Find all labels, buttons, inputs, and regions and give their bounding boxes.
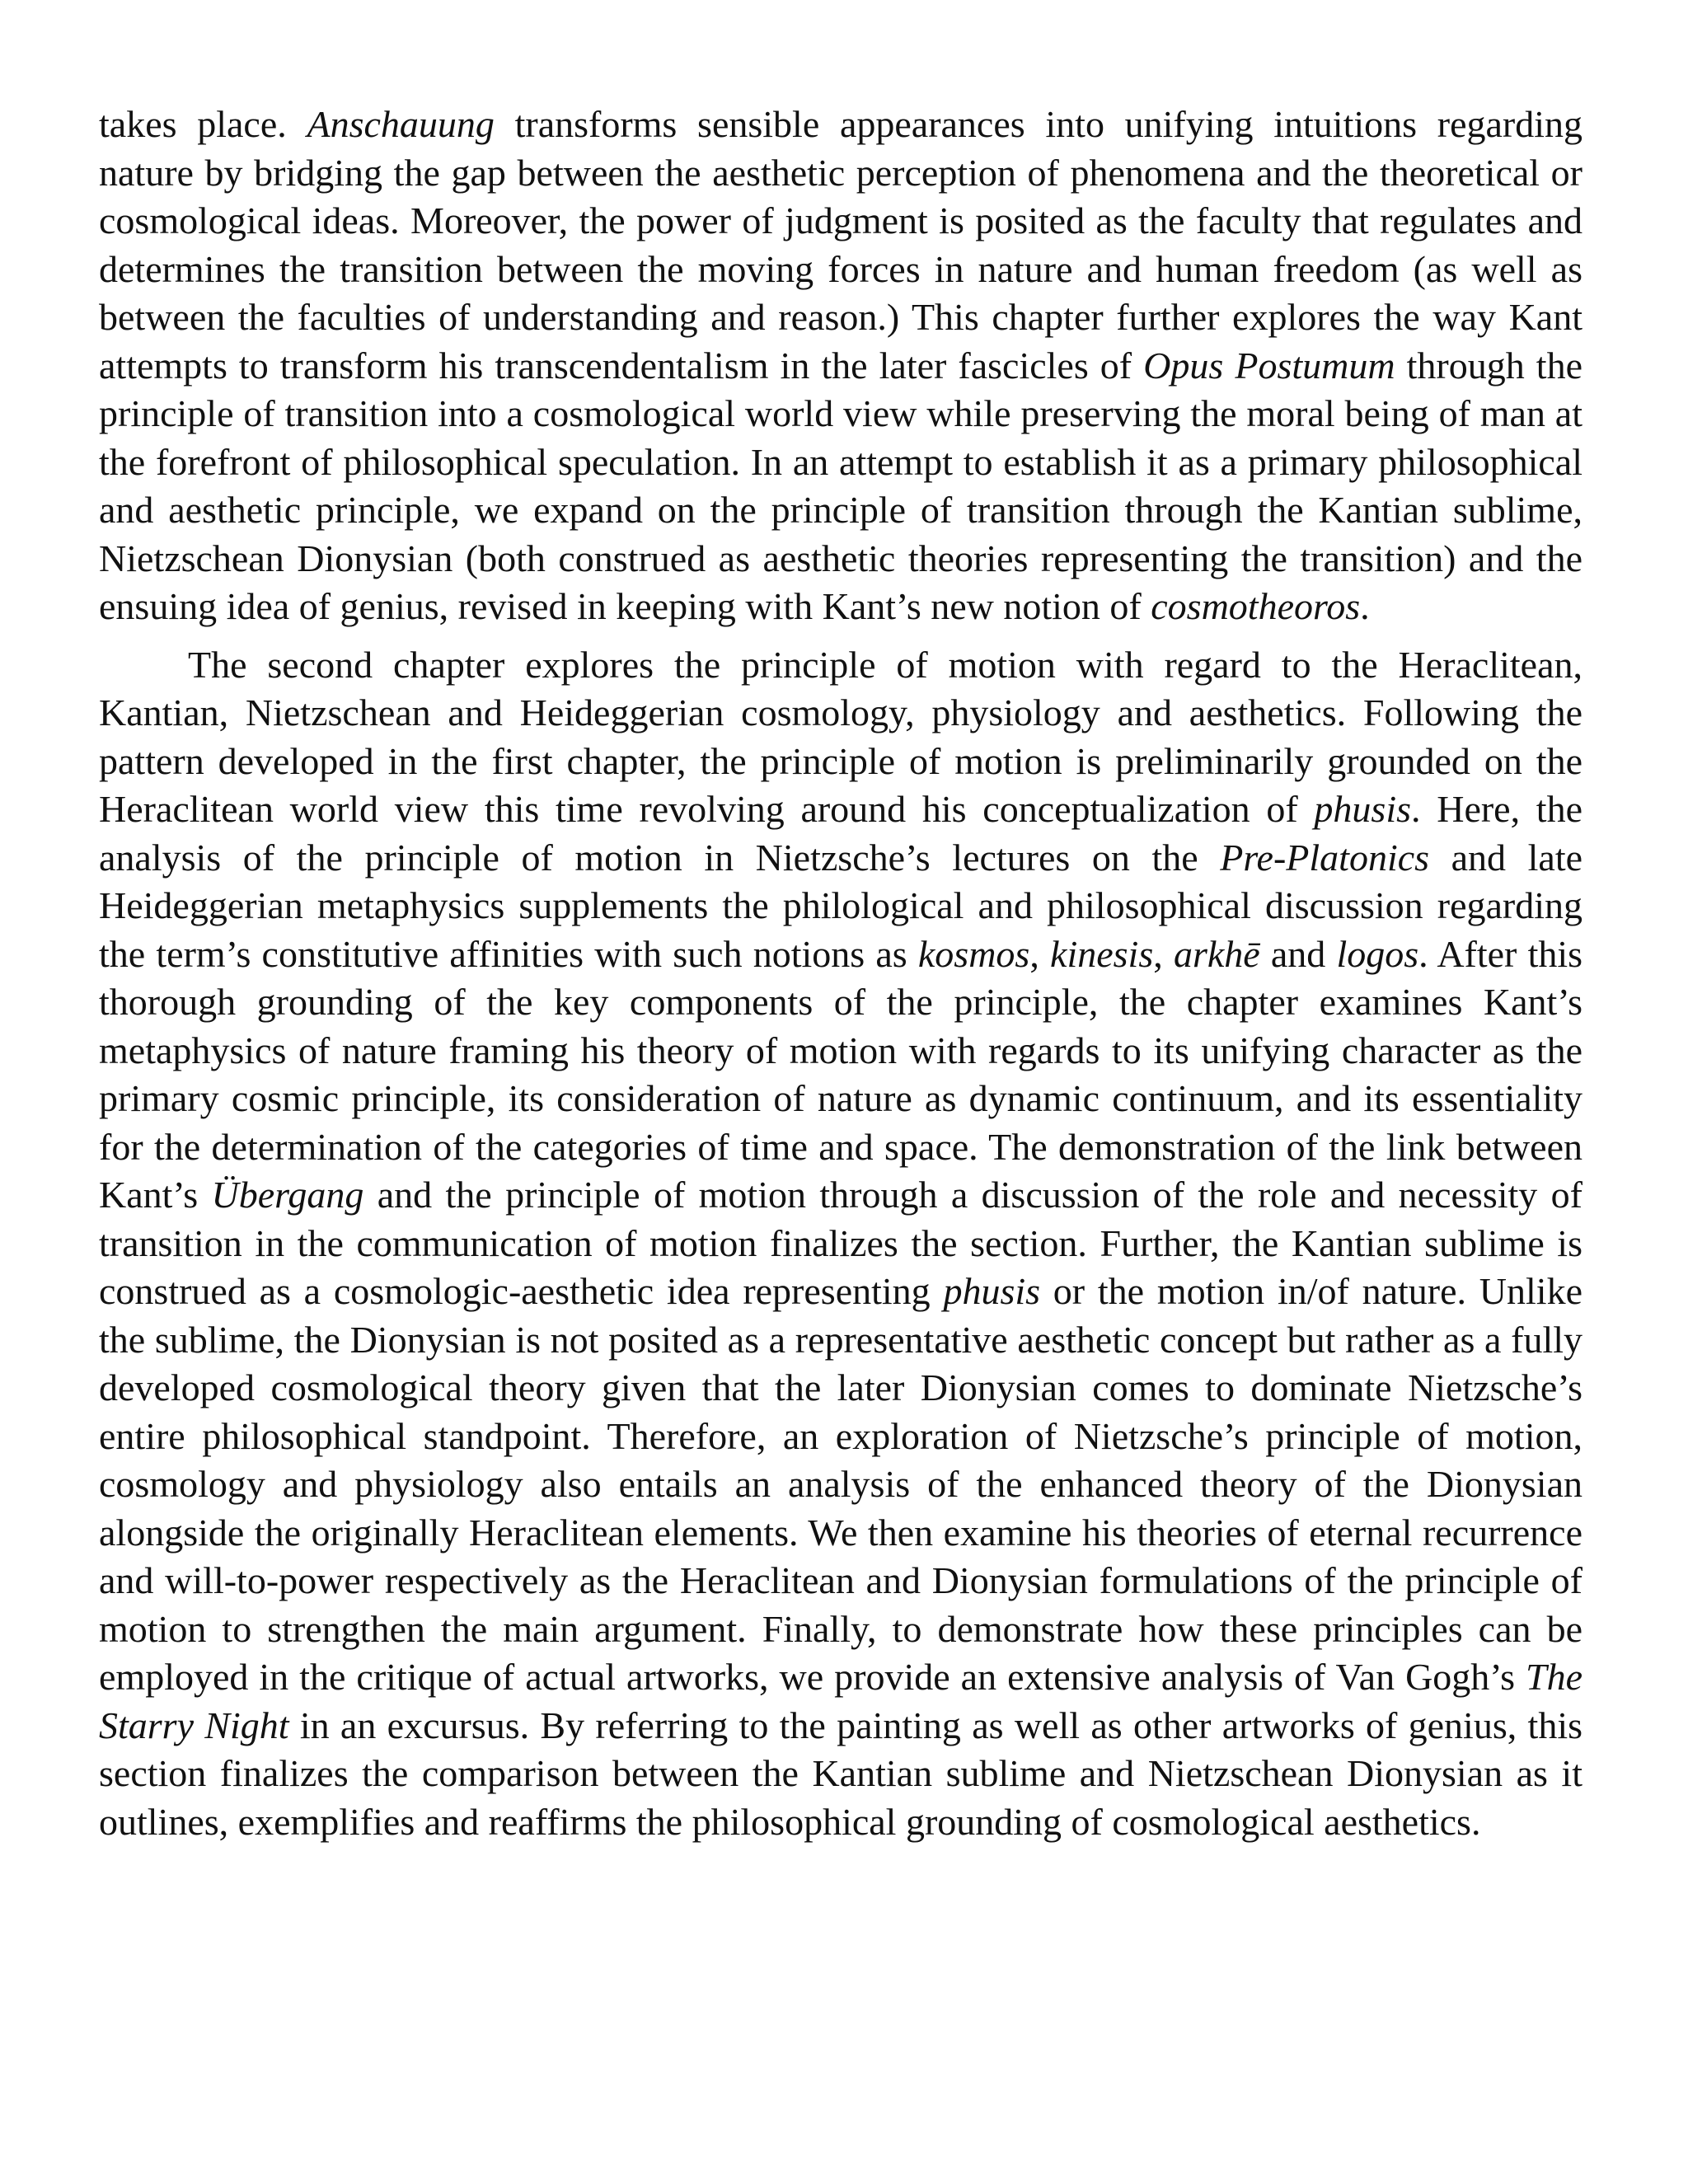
text-run: The second chapter explores the principle of motion with regard to the Heraclitean, Kantian, Nietzschean and Heideggerian cosmology, physiology and aesthetics. Following the pattern developed in the first chapter, the principle of motion is preliminarily grounded on the Heraclitean world view this time revolving around his conceptualization of: [99, 643, 1582, 830]
italic-term: kosmos: [917, 932, 1030, 975]
text-run: transforms sensible appearances into unifying intuitions regarding nature by bridging the gap between the aesthetic perception of phenomena and the theoretical or cosmological ideas. Moreover, the power of judgment is posited as the faculty that regulates and determines the transition between the moving forces in nature and human freedom (as well as between the faculties of understanding and reason.) This chapter further explores the way Kant attempts to transform his transcendentalism in the later fascicles of: [99, 103, 1582, 387]
paragraph-2: [99, 641, 1582, 1847]
italic-term: Übergang: [211, 1174, 364, 1216]
text-run: . Here, the analysis of the principle of motion in Nietzsche’s lectures on the: [99, 788, 1582, 879]
italic-term: arkhē: [1173, 932, 1260, 975]
text-run: through the principle of transition into a cosmological world view while preserving the moral being of man at the forefront of philosophical speculation. In an attempt to establish it as a primary philosophical and aesthetic principle, we expand on the principle of transition through the Kantian sublime, Nietzschean Dionysian (both construed as aesthetic theories representing the transition) and the ensuing idea of genius, revised in keeping with Kant’s new notion of: [99, 344, 1583, 627]
text-run: or the motion in/of nature. Unlike the sublime, the Dionysian is not posited as a representative aesthetic concept but rather as a fully developed cosmological theory given that the later Dionysian comes to dominate Nietzsche’s entire philosophical standpoint. Therefore, an exploration of Nietzsche’s principle of motion, cosmology and physiology also entails an analysis of the enhanced theory of the Dionysian alongside the originally Heraclitean elements. We then examine his theories of eternal recurrence and will-to-power respectively as the Heraclitean and Dionysian formulations of the principle of motion to strengthen the main argument. Finally, to demonstrate how these principles can be employed in the critique of actual artworks, we provide an extensive analysis of Van Gogh’s: [99, 1270, 1582, 1698]
text-run: and late Heideggerian metaphysics supplements the philological and philosophical discussion regarding the term’s constitutive affinities with such notions as: [99, 836, 1583, 975]
text-run: takes place.: [99, 103, 307, 145]
italic-term: Opus Postumum: [1143, 344, 1395, 387]
text-run: ,: [1029, 932, 1051, 975]
italic-term: Pre-Platonics: [1220, 836, 1430, 879]
italic-term: cosmotheoros: [1151, 585, 1361, 627]
italic-term: kinesis: [1050, 932, 1154, 975]
text-run: and the principle of motion through a discussion of the role and necessity of transition in the communication of motion finalizes the section. Further, the Kantian sublime is construed as a cosmologic-aesthetic idea representing: [99, 1174, 1582, 1312]
text-run: and: [1259, 932, 1337, 975]
italic-term: Anschauung: [307, 103, 495, 145]
italic-term: The Starry Night: [99, 1656, 1582, 1746]
text-run: ,: [1153, 932, 1174, 975]
text-run: . After this thorough grounding of the key components of the principle, the chapter examines Kant’s metaphysics of nature framing his theory of motion with regards to its unifying character as the primary cosmic principle, its consideration of nature as dynamic continuum, and its essentiality for the determination of the categories of time and space. The demonstration of the link between Kant’s: [99, 932, 1583, 1216]
document-page: [99, 101, 1582, 1846]
text-run: .: [1360, 585, 1370, 627]
italic-term: phusis: [943, 1270, 1041, 1312]
italic-term: logos: [1336, 932, 1419, 975]
paragraph-1: [99, 101, 1582, 631]
text-run: in an excursus. By referring to the painting as well as other artworks of genius, this section finalizes the comparison between the Kantian sublime and Nietzschean Dionysian as it outlines, exemplifies and reaffirms the philosophical grounding of cosmological aesthetics.: [99, 1704, 1582, 1843]
italic-term: phusis: [1314, 788, 1412, 830]
